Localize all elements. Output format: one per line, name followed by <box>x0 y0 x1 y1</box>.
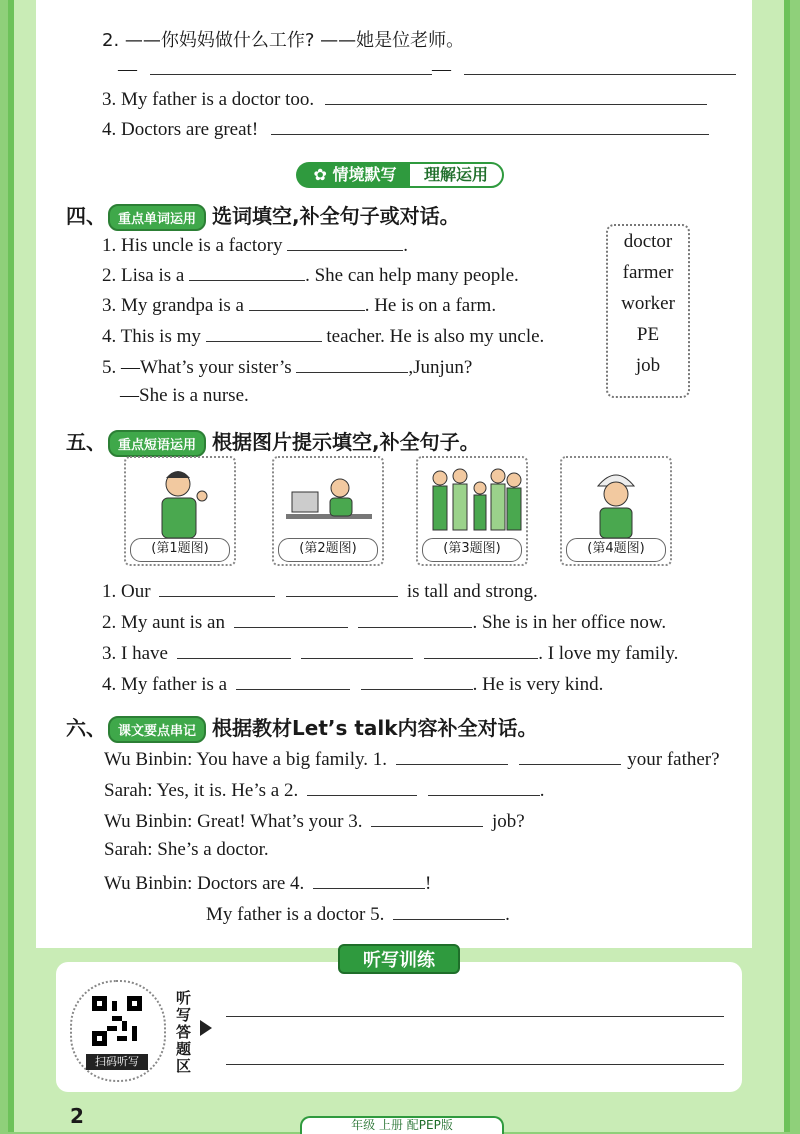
qr-code-icon <box>92 996 142 1046</box>
blank[interactable] <box>236 671 350 690</box>
hard-hat-worker-illustration <box>562 462 670 544</box>
section-banner <box>296 162 506 188</box>
dialog-line-2: Sarah: Yes, it is. He’s a 2. . <box>104 777 544 802</box>
dialog-line-4: Sarah: She’s a doctor. <box>104 839 269 860</box>
blank[interactable] <box>424 640 538 659</box>
blank[interactable] <box>287 232 403 251</box>
blank[interactable] <box>393 901 505 920</box>
office-worker-illustration <box>274 462 382 544</box>
section6-heading: 六、 课文要点串记 根据教材Let’s talk内容补全对话。 <box>66 712 538 743</box>
blank[interactable] <box>271 116 709 135</box>
dialog-line-3: Wu Binbin: Great! What’s your 3. job? <box>104 808 525 833</box>
arrow-right-icon <box>200 1020 212 1036</box>
s5-item-1: 1. Our is tall and strong. <box>102 578 538 603</box>
blank[interactable] <box>234 609 348 628</box>
word-bank-item: doctor <box>623 231 673 252</box>
picture-4 <box>560 456 672 566</box>
dialog-line-1: Wu Binbin: You have a big family. 1. your father? <box>104 746 720 771</box>
caption-2: (第2题图) <box>278 538 378 562</box>
qr-badge[interactable] <box>70 980 166 1082</box>
dialog-line-6: My father is a doctor 5. . <box>206 901 510 926</box>
writing-line[interactable] <box>226 1064 724 1065</box>
q2-chinese: 2. ——你妈妈做什么工作? ——她是位老师。 <box>102 30 465 51</box>
section4-heading: 四、 重点单词运用 选词填空,补全句子或对话。 <box>66 200 460 231</box>
caption-1: (第1题图) <box>130 538 230 562</box>
q2-answer-line-2: — <box>432 56 736 81</box>
s4-item-3: 3. My grandpa is a . He is on a farm. <box>102 292 496 317</box>
s4-answer: —She is a nurse. <box>120 385 249 406</box>
blank[interactable] <box>325 86 707 105</box>
dictation-title: 听写训练 <box>338 944 460 974</box>
picture-1 <box>124 456 236 566</box>
section4-tag: 重点单词运用 <box>108 204 206 231</box>
dialog-line-5: Wu Binbin: Doctors are 4. ! <box>104 870 431 895</box>
word-bank-item: farmer <box>622 262 674 283</box>
family-illustration <box>418 462 526 544</box>
banner-right: 理解运用 <box>408 162 504 188</box>
caption-3: (第3题图) <box>422 538 522 562</box>
picture-2 <box>272 456 384 566</box>
s4-item-2: 2. Lisa is a . She can help many people. <box>102 262 519 287</box>
page-number: 2 <box>70 1104 84 1128</box>
word-bank-item: worker <box>621 293 675 314</box>
banner-left: ✿ 情境默写 <box>296 162 414 188</box>
q3-text: 3. My father is a doctor too. <box>102 86 707 111</box>
word-bank <box>606 224 690 398</box>
section6-tag: 课文要点串记 <box>108 716 206 743</box>
blank[interactable] <box>519 746 621 765</box>
caption-4: (第4题图) <box>566 538 666 562</box>
blank[interactable] <box>396 746 508 765</box>
blank[interactable] <box>301 640 413 659</box>
medal-icon: ✿ <box>313 165 333 184</box>
blank[interactable] <box>206 323 322 342</box>
speaking-worker-illustration <box>126 462 234 544</box>
section5-heading: 五、 重点短语运用 根据图片提示填空,补全句子。 <box>66 426 480 457</box>
word-bank-item: PE <box>636 324 660 345</box>
q4-text: 4. Doctors are great! <box>102 116 709 141</box>
blank[interactable] <box>358 609 472 628</box>
blank[interactable] <box>464 56 736 75</box>
blank[interactable] <box>249 292 365 311</box>
s5-item-3: 3. I have . I love my family. <box>102 640 678 665</box>
blank[interactable] <box>313 870 425 889</box>
blank[interactable] <box>159 578 275 597</box>
s5-item-2: 2. My aunt is an . She is in her office now. <box>102 609 666 634</box>
s5-item-4: 4. My father is a . He is very kind. <box>102 671 603 696</box>
answer-area-label: 听写答题区 <box>176 989 192 1075</box>
word-bank-item: job <box>635 355 661 376</box>
blank[interactable] <box>428 777 540 796</box>
blank[interactable] <box>177 640 291 659</box>
blank[interactable] <box>361 671 473 690</box>
s4-item-1: 1. His uncle is a factory . <box>102 232 408 257</box>
section5-tag: 重点短语运用 <box>108 430 206 457</box>
picture-3 <box>416 456 528 566</box>
book-label: 年级 上册 配PEP版 <box>300 1116 504 1134</box>
blank[interactable] <box>286 578 398 597</box>
q2-answer-line-1: — <box>118 56 432 81</box>
writing-line[interactable] <box>226 1016 724 1017</box>
blank[interactable] <box>189 262 305 281</box>
blank[interactable] <box>371 808 483 827</box>
blank[interactable] <box>296 354 408 373</box>
qr-label: 扫码听写 <box>86 1054 148 1070</box>
blank[interactable] <box>307 777 417 796</box>
s4-item-4: 4. This is my teacher. He is also my uncle. <box>102 323 544 348</box>
blank[interactable] <box>150 56 432 75</box>
s4-item-5: 5. —What’s your sister’s ,Junjun? <box>102 354 472 379</box>
